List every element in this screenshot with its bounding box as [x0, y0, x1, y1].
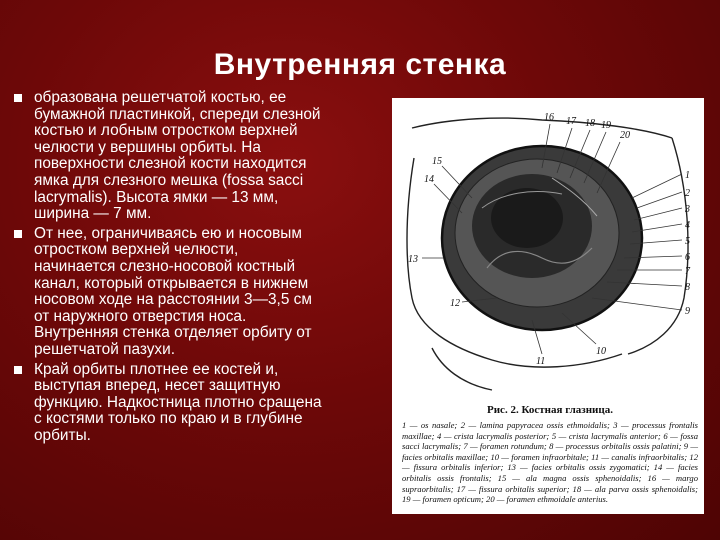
bullet-text: Край орбиты плотнее ее костей и, выступая вперед, несет защитную функцию. Надкостница плотно сращена с костями только по краю и в глубине орбиты.: [34, 360, 322, 444]
figure-label: 12: [450, 298, 460, 309]
figure-label: 3: [685, 204, 690, 215]
figure-label: 15: [432, 156, 442, 167]
figure-label: 11: [536, 356, 546, 367]
figure-label: 9: [685, 306, 690, 317]
caption-text: 1 — os nasale; 2 — lamina papyracea ossis ethmoidalis; 3 — processus frontalis maxillae; 4 — crista lacrymalis posterior; 5 — crista lacrymalis anterior; 6 — fossa sacci lacrymalis; 7 — foramen rotundum; 8 — processus orbitalis ossis palatini; 9 — facies orbitalis maxillae; 10 — foramen infraorbitale; 11 — canalis infraorbitalis; 12 — fissura orbitalis inferior; 13 — facies orbitalis ossis zygomatici; 14 — facies orbitalis ossis frontalis; 15 — ala magna ossis sphenoidalis; 16 — margo supraorbitalis; 17 — fissura orbitalis superior; 18 — ala parva ossis sphenoidalis; 19 — foramen opticum; 20 — foramen ethmoidale anterius.: [402, 420, 698, 505]
figure-label: 8: [685, 282, 690, 293]
bullet-text: От нее, ограничиваясь ею и носовым отростком верхней челюсти, начинается слезно-носовой костный канал, который открывается в нижнем носовом ходе на расстоянии 3—3,5 см от наружного отверстия носа. Внутренняя стенка отделяет орбиту от решетчатой пазухи.: [34, 224, 312, 358]
bullet-text: образована решетчатой костью, ее бумажной пластинкой, спереди слезной костью и лобным отростком верхней челюсти у вершины орбиты. На поверхности слезной кости находится ямка для слезного мешка (fossa sacci lacrymalis). Высота ямки — 13 мм, ширина — 7 мм.: [34, 89, 321, 223]
orbit-illustration: [392, 98, 704, 398]
figure-caption: [402, 404, 698, 505]
square-bullet-icon: [14, 94, 22, 102]
figure-label: 19: [601, 120, 611, 131]
square-bullet-icon: [14, 366, 22, 374]
figure-label: 17: [566, 116, 576, 127]
figure-label: 16: [544, 112, 554, 123]
figure-label: 5: [685, 236, 690, 247]
figure-label: 20: [620, 130, 630, 141]
bullet-item: [12, 90, 322, 223]
slide-title: Внутренняя стенка: [213, 48, 507, 81]
figure-label: 10: [596, 346, 606, 357]
orbit-figure: [392, 98, 704, 514]
figure-label: 1: [685, 170, 690, 181]
bullet-item: [12, 226, 322, 359]
figure-label: 2: [685, 188, 690, 199]
figure-label: 6: [685, 252, 690, 263]
caption-title: Рис. 2. Костная глазница.: [487, 404, 613, 416]
square-bullet-icon: [14, 230, 22, 238]
bullet-list: [12, 90, 322, 447]
figure-label: 14: [424, 174, 434, 185]
figure-label: 18: [585, 118, 595, 129]
figure-label: 7: [685, 266, 690, 277]
figure-label: 4: [685, 220, 690, 231]
bullet-item: [12, 362, 322, 445]
figure-label: 13: [408, 254, 418, 265]
